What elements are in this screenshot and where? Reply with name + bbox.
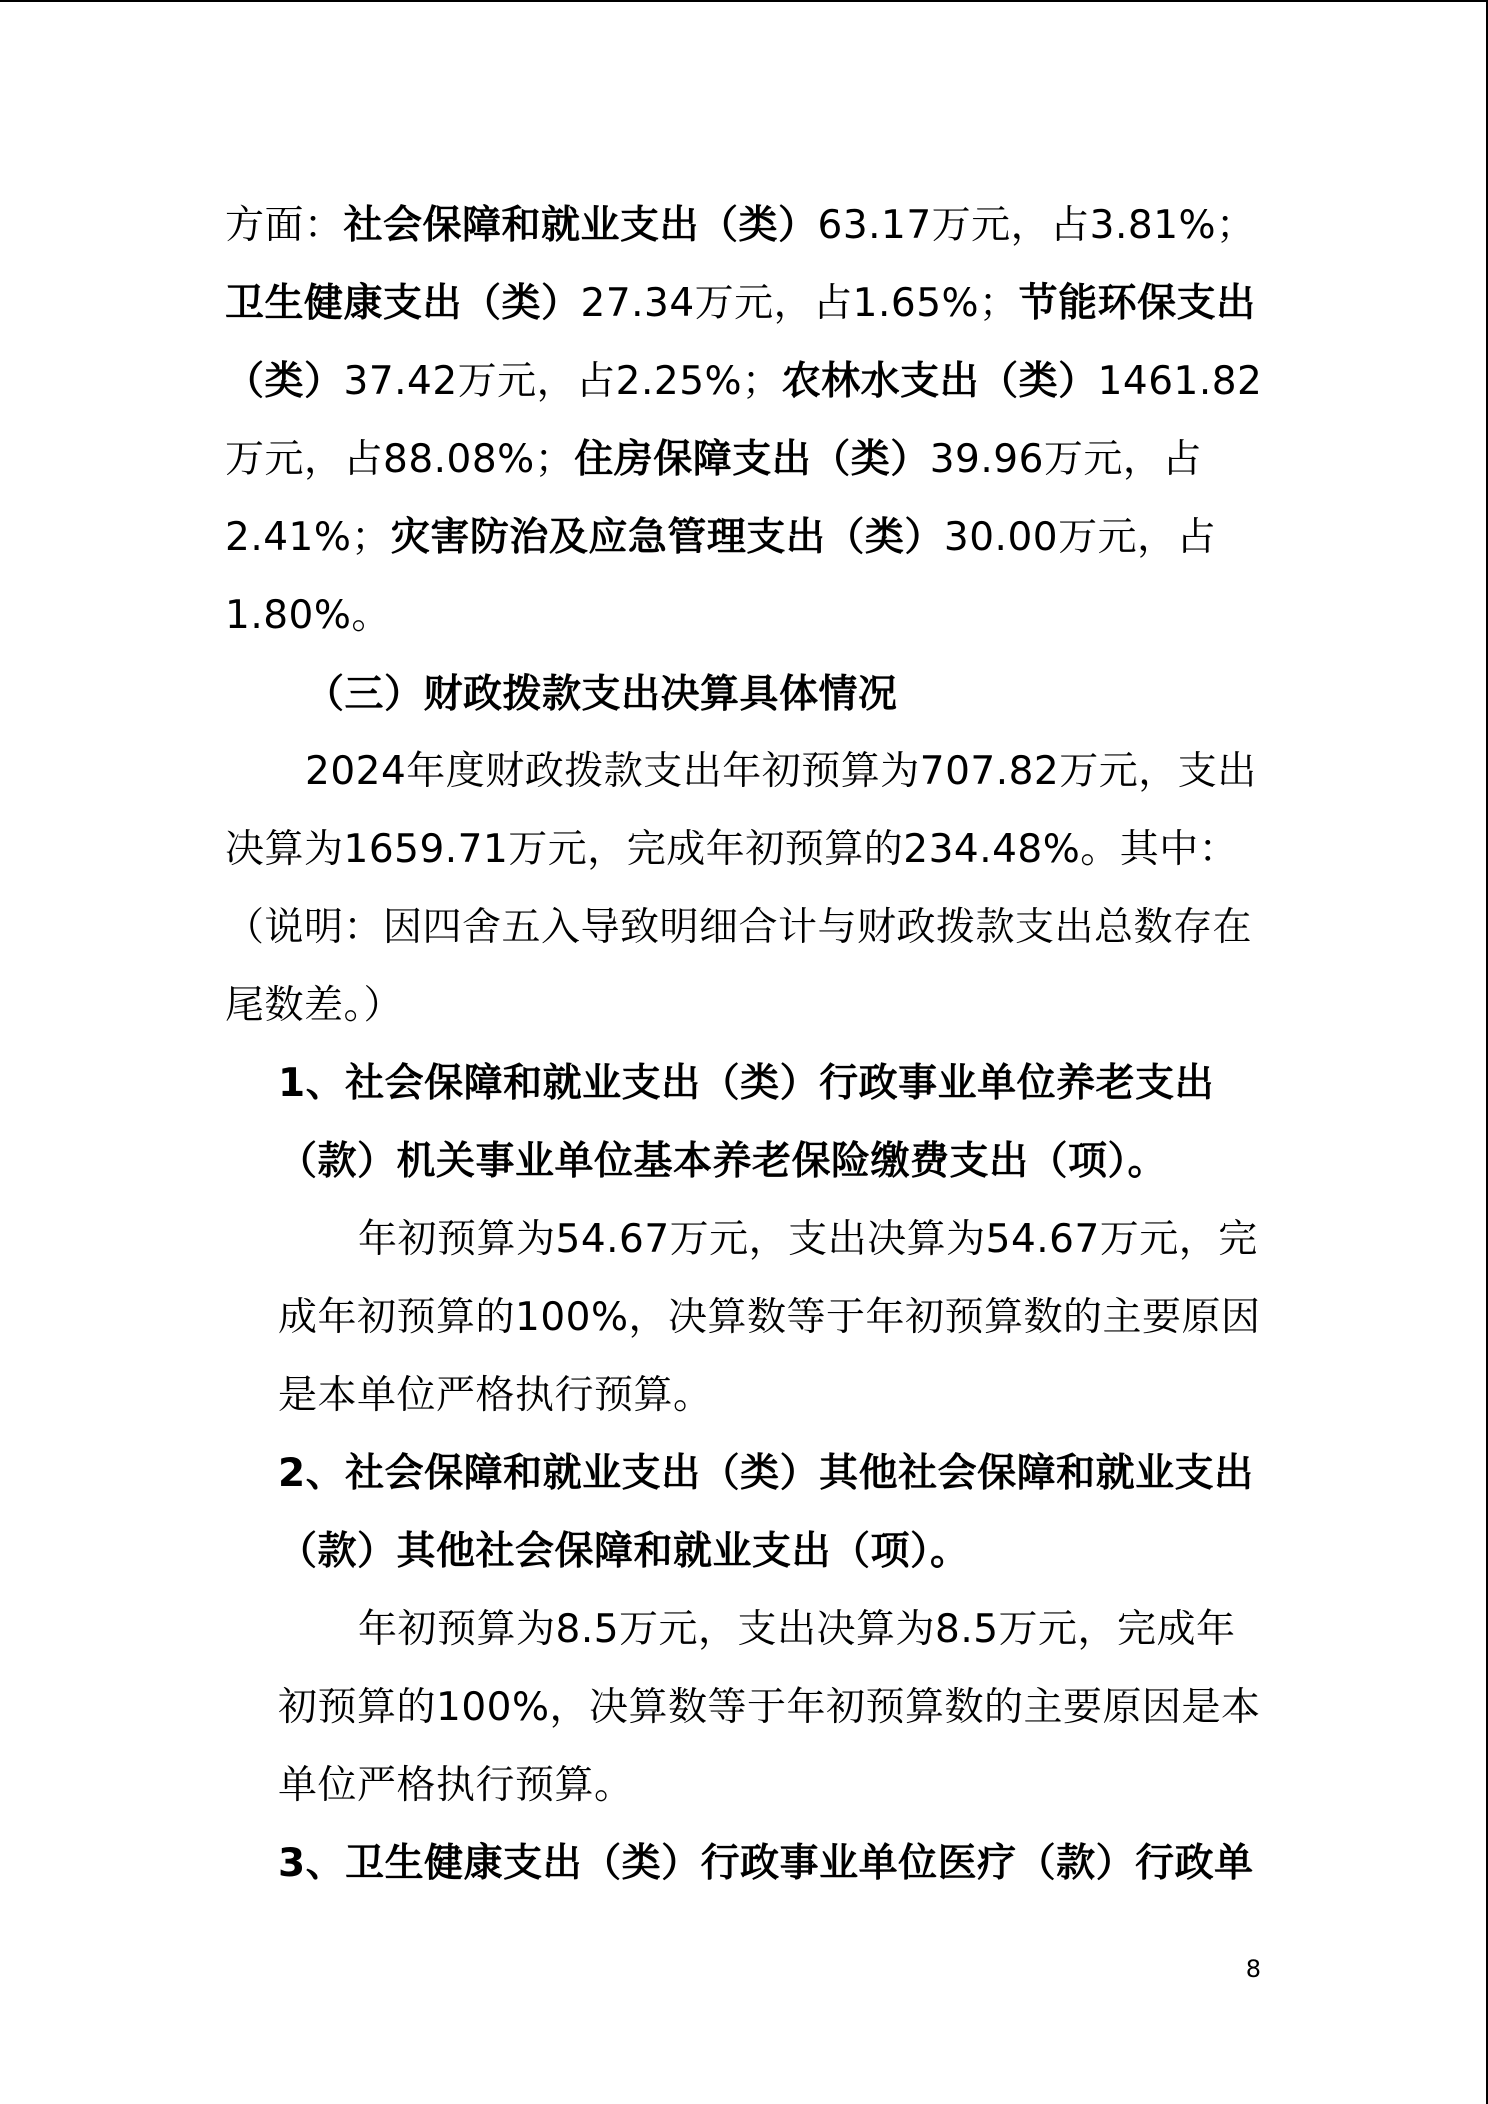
page-number: 8 [1245, 1955, 1261, 1983]
paragraph-expenditure-breakdown [225, 187, 1265, 655]
item-3-heading: 3、卫生健康支出（类）行政事业单位医疗（款）行政单 [278, 1841, 1254, 1886]
item-1-heading: 1、社会保障和就业支出（类）行政事业单位养老支出（款）机关事业单位基本养老保险缴费支出（项）。 [278, 1061, 1215, 1184]
text-run: 39.96万元，占2.41%； [225, 437, 1202, 560]
bold-category: 节能环保支出（类） [225, 281, 1256, 404]
text-run: 30.00万元，占1.80%。 [225, 515, 1217, 638]
text-run: 27.34万元，占1.65%； [580, 281, 1019, 326]
bold-category: 社会保障和就业支出（类） [343, 203, 818, 248]
text-run: 1461.82万元，占88.08%； [225, 359, 1263, 482]
section-heading: （三）财政拨款支出决算具体情况 [305, 671, 898, 717]
item-2-body: 年初预算为8.5万元，支出决算为8.5万元，完成年初预算的100%，决算数等于年初预算数的主要原因是本单位严格执行预算。 [278, 1607, 1261, 1808]
text-run: 37.42万元，占2.25%； [343, 359, 782, 404]
item-2-heading: 2、社会保障和就业支出（类）其他社会保障和就业支出（款）其他社会保障和就业支出（项）。 [278, 1451, 1254, 1574]
bold-category: 住房保障支出（类） [574, 437, 930, 482]
paragraph-budget-summary: 2024年度财政拨款支出年初预算为707.82万元，支出决算为1659.71万元，完成年初预算的234.48%。其中：（说明：因四舍五入导致明细合计与财政拨款支出总数存在尾数差。） [225, 749, 1257, 1028]
page-content [225, 187, 1265, 1903]
bold-category: 农林水支出（类） [781, 359, 1098, 404]
text-run: 63.17万元，占3.81%； [817, 203, 1256, 248]
bold-category: 灾害防治及应急管理支出（类） [390, 515, 944, 560]
item-1-body: 年初预算为54.67万元，支出决算为54.67万元，完成年初预算的100%，决算数等于年初预算数的主要原因是本单位严格执行预算。 [278, 1217, 1261, 1418]
text-run: 方面： [225, 203, 344, 248]
bold-category: 卫生健康支出（类） [225, 281, 581, 326]
